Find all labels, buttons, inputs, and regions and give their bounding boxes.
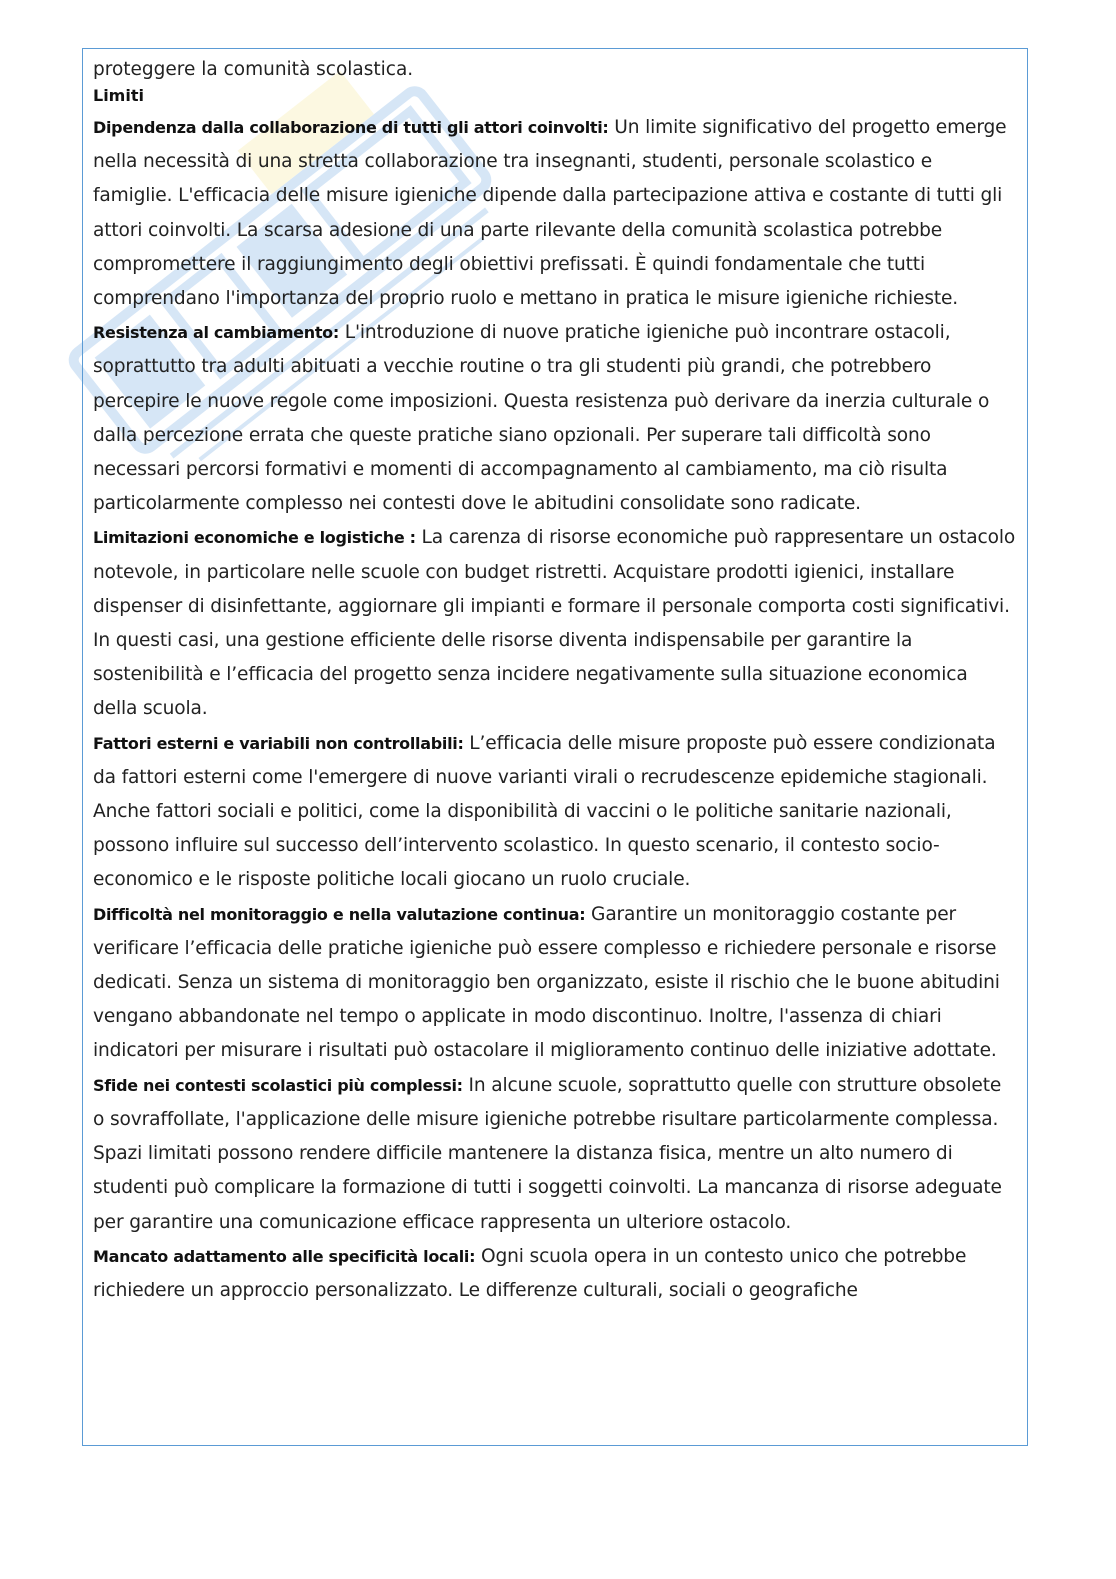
content-frame	[82, 48, 1028, 1446]
paragraph-text: La carenza di risorse economiche può rappresentare un ostacolo notevole, in particolare nelle scuole con budget ristretti. Acquistare prodotti igienici, installare dispenser di disinfettante, aggiornare gli impianti e formare il personale comporta costi significativi. In questi casi, una gestione efficiente delle risorse diventa indispensabile per garantire la sostenibilità e l’efficacia del progetto senza incidere negativamente sulla situazione economica della scuola.	[93, 527, 1016, 720]
paragraph-local-adaptation	[93, 1240, 1017, 1308]
opening-line: proteggere la comunità scolastica.	[93, 59, 414, 80]
paragraph-text: L’efficacia delle misure proposte può essere condizionata da fattori esterni come l'emergere di nuove varianti virali o recrudescenze epidemiche stagionali. Anche fattori sociali e politici, come la disponibilità di vaccini o le politiche sanitarie nazionali, possono influire sul successo dell’intervento scolastico. In questo scenario, il contesto socio-economico e le risposte politiche locali giocano un ruolo cruciale.	[93, 732, 996, 891]
paragraph-collaboration	[93, 111, 1017, 316]
section-heading: Limiti	[93, 86, 144, 105]
paragraph-lead: Dipendenza dalla collaborazione di tutti gli attori coinvolti:	[93, 118, 609, 137]
paragraph-external-factors	[93, 727, 1017, 898]
paragraph-text: Un limite significativo del progetto emerge nella necessità di una stretta collaborazione tra insegnanti, studenti, personale scolastico e famiglie. L'efficacia delle misure igieniche dipende dalla partecipazione attiva e costante di tutti gli attori coinvolti. La scarsa adesione di una parte rilevante della comunità scolastica potrebbe compromettere il raggiungimento degli obiettivi prefissati. È quindi fondamentale che tutti comprendano l'importanza del proprio ruolo e mettano in pratica le misure igieniche richieste.	[93, 117, 1007, 310]
paragraph-lead: Resistenza al cambiamento:	[93, 323, 339, 343]
paragraph-monitoring	[93, 898, 1017, 1069]
paragraph-text: In alcune scuole, soprattutto quelle con strutture obsolete o sovraffollate, l'applicazione delle misure igieniche potrebbe risultare particolarmente complessa. Spazi limitati possono rendere difficile mantenere la distanza fisica, mentre un alto numero di studenti può complicare la formazione di tutti i soggetti coinvolti. La mancanza di risorse adeguate per garantire una comunicazione efficace rappresenta un ulteriore ostacolo.	[93, 1074, 1002, 1233]
paragraph-complex-contexts	[93, 1069, 1017, 1240]
paragraph-text: L'introduzione di nuove pratiche igieniche può incontrare ostacoli, soprattutto tra adulti abituati a vecchie routine o tra gli studenti più grandi, che potrebbero percepire le nuove regole come imposizioni. Questa resistenza può derivare da inerzia culturale o dalla percezione errata che queste pratiche siano opzionali. Per superare tali difficoltà sono necessari percorsi formativi e momenti di accompagnamento al cambiamento, ma ciò risulta particolarmente complesso nei contesti dove le abitudini consolidate sono radicate.	[93, 322, 990, 515]
paragraph-economic	[93, 521, 1017, 726]
paragraph-lead: Mancato adattamento alle specificità locali:	[93, 1246, 476, 1266]
paragraph-lead: Limitazioni economiche e logistiche :	[93, 528, 416, 548]
paragraph-lead: Fattori esterni e variabili non controllabili:	[93, 733, 464, 753]
paragraph-text: Ogni scuola opera in un contesto unico che potrebbe richiedere un approccio personalizzato. Le differenze culturali, sociali o geografiche	[93, 1245, 967, 1301]
paragraph-lead: Difficoltà nel monitoraggio e nella valutazione continua:	[93, 904, 586, 924]
paragraph-resistance	[93, 316, 1017, 521]
paragraph-text: Garantire un monitoraggio costante per verificare l’efficacia delle pratiche igieniche può essere complesso e richiedere personale e risorse dedicati. Senza un sistema di monitoraggio ben organizzato, esiste il rischio che le buone abitudini vengano abbandonate nel tempo o applicate in modo discontinuo. Inoltre, l'assenza di chiari indicatori per misurare i risultati può ostacolare il miglioramento continuo delle iniziative adottate.	[93, 903, 1000, 1062]
paragraph-lead: Sfide nei contesti scolastici più complessi:	[93, 1075, 463, 1095]
